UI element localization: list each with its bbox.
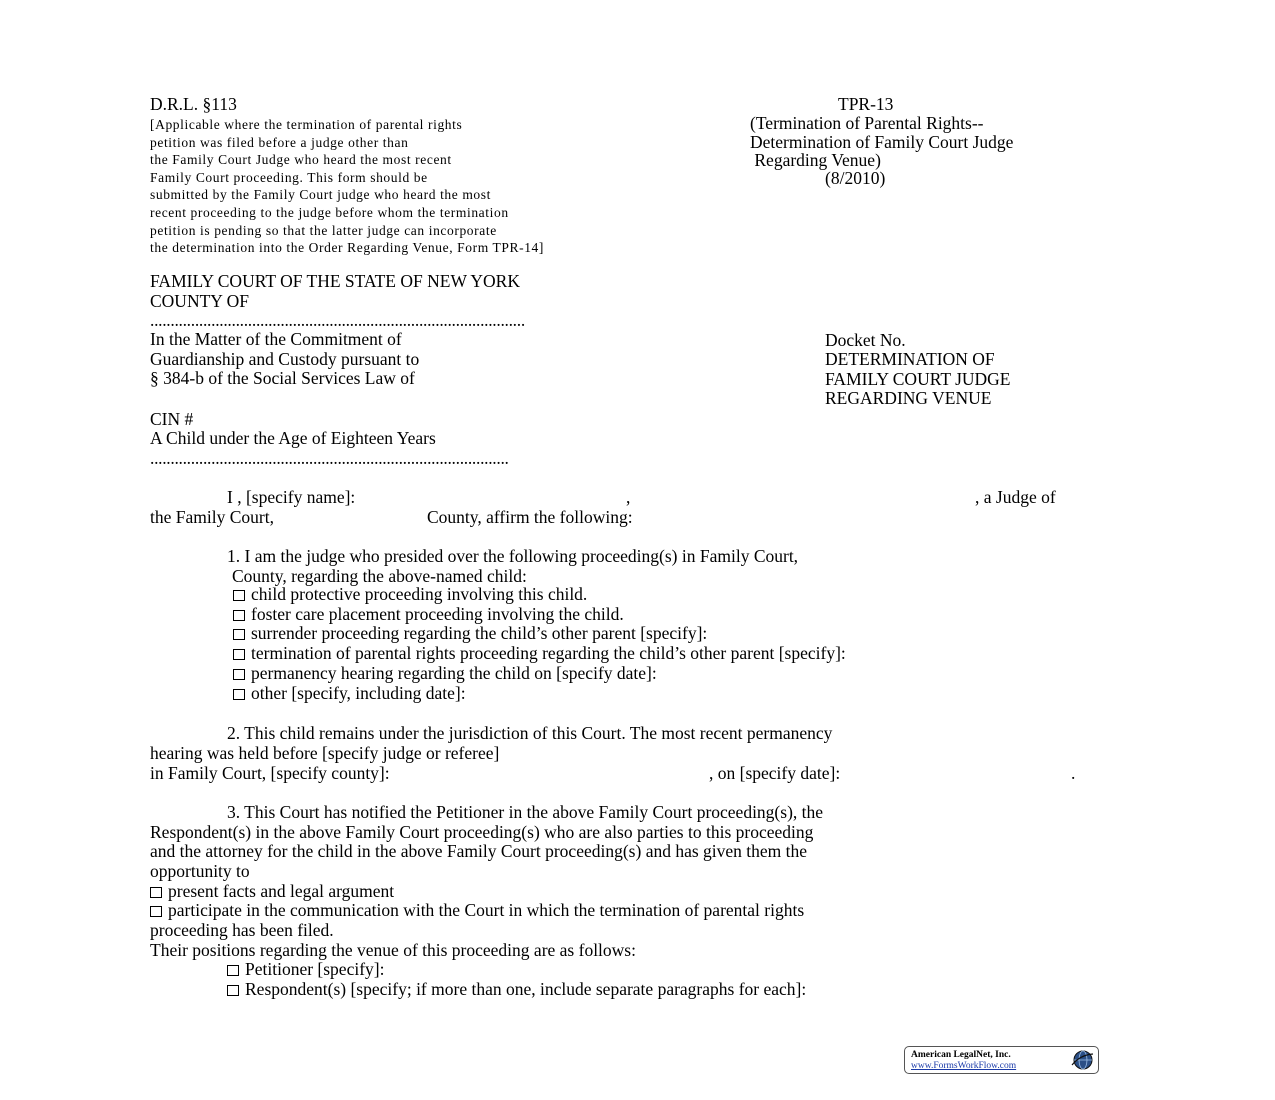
option-participate[interactable]: participate in the communication with the Court in which the termination of parental rights bbox=[150, 900, 804, 920]
proceeding-options bbox=[233, 585, 846, 703]
checkbox[interactable] bbox=[227, 965, 239, 976]
child-line: A Child under the Age of Eighteen Years bbox=[150, 428, 436, 448]
note-line: Family Court proceeding. This form should be bbox=[150, 169, 428, 185]
note-line: the determination into the Order Regarding Venue, Form TPR-14] bbox=[150, 240, 545, 256]
list-item[interactable]: permanency hearing regarding the child on [specify date]: bbox=[233, 664, 846, 684]
caption-divider: ............................................................................................ bbox=[150, 310, 525, 330]
caption-divider: ........................................................................................ bbox=[150, 448, 509, 468]
positions-line: Their positions regarding the venue of this proceeding are as follows: bbox=[150, 940, 636, 960]
option-respondent[interactable]: Respondent(s) [specify; if more than one, include separate paragraphs for each]: bbox=[227, 979, 806, 999]
para3-line2: Respondent(s) in the above Family Court proceeding(s) who are also parties to this proceeding bbox=[150, 822, 814, 842]
para3-line1: 3. This Court has notified the Petitioner in the above Family Court proceeding(s), the bbox=[227, 802, 824, 822]
intro-family-court: the Family Court, bbox=[150, 507, 274, 527]
checkbox[interactable] bbox=[233, 629, 245, 640]
form-id: TPR-13 bbox=[838, 94, 894, 114]
american-legalnet-logo[interactable] bbox=[904, 1046, 1099, 1074]
court-name: FAMILY COURT OF THE STATE OF NEW YORK bbox=[150, 271, 520, 291]
list-item[interactable]: termination of parental rights proceeding regarding the child’s other parent [specify]: bbox=[233, 644, 846, 664]
checkbox[interactable] bbox=[150, 906, 162, 917]
para3-line4: opportunity to bbox=[150, 861, 250, 881]
form-date: (8/2010) bbox=[825, 168, 886, 188]
docket-label: Docket No. bbox=[825, 330, 906, 350]
list-item[interactable]: foster care placement proceeding involving the child. bbox=[233, 605, 846, 625]
option-participate-cont: proceeding has been filed. bbox=[150, 920, 334, 940]
globe-icon bbox=[1070, 1049, 1094, 1071]
para3-line3: and the attorney for the child in the above Family Court proceeding(s) and has given them the bbox=[150, 841, 808, 861]
form-title-line: Determination of Family Court Judge bbox=[750, 131, 1014, 152]
checkbox[interactable] bbox=[150, 887, 162, 898]
list-item[interactable]: surrender proceeding regarding the child’s other parent [specify]: bbox=[233, 624, 846, 644]
intro-county-affirm: County, affirm the following: bbox=[427, 507, 633, 527]
para1-lead: 1. I am the judge who presided over the following proceeding(s) in Family Court, bbox=[227, 546, 799, 566]
intro-name-label: I , [specify name]: bbox=[227, 487, 356, 507]
option-petitioner[interactable]: Petitioner [specify]: bbox=[227, 959, 384, 979]
checkbox[interactable] bbox=[233, 649, 245, 660]
note-line: [Applicable where the termination of parental rights bbox=[150, 117, 463, 132]
applicability-note bbox=[150, 116, 544, 257]
cin-label: CIN # bbox=[150, 409, 194, 429]
document-title-line: DETERMINATION OF bbox=[825, 349, 995, 369]
para2-line2: hearing was held before [specify judge or referee] bbox=[150, 743, 500, 763]
logo-name: American LegalNet, Inc. bbox=[911, 1050, 1011, 1060]
checkbox[interactable] bbox=[233, 689, 245, 700]
option-present-facts[interactable]: present facts and legal argument bbox=[150, 881, 394, 901]
note-line: recent proceeding to the judge before whom the termination bbox=[150, 204, 509, 220]
checkbox[interactable] bbox=[233, 590, 245, 601]
list-item[interactable]: child protective proceeding involving this child. bbox=[233, 585, 846, 605]
para2-period: . bbox=[1071, 763, 1076, 783]
intro-comma: , bbox=[626, 487, 631, 507]
document-title-line: FAMILY COURT JUDGE bbox=[825, 368, 1011, 389]
form-title bbox=[750, 114, 1013, 170]
para2-date-label: , on [specify date]: bbox=[709, 763, 841, 783]
form-title-line: Regarding Venue) bbox=[750, 150, 881, 170]
checkbox[interactable] bbox=[233, 610, 245, 621]
note-line: the Family Court Judge who heard the most recent bbox=[150, 152, 452, 168]
document-title bbox=[825, 350, 1011, 409]
note-line: petition is pending so that the latter judge can incorporate bbox=[150, 222, 497, 238]
county-label: COUNTY OF bbox=[150, 291, 250, 311]
note-line: submitted by the Family Court judge who heard the most bbox=[150, 187, 491, 203]
matter-line: In the Matter of the Commitment of bbox=[150, 329, 402, 349]
matter-line: Guardianship and Custody pursuant to bbox=[150, 348, 420, 369]
note-line: petition was filed before a judge other than bbox=[150, 134, 409, 150]
document-title-line: REGARDING VENUE bbox=[825, 388, 992, 409]
logo-url[interactable]: www.FormsWorkFlow.com bbox=[911, 1061, 1017, 1071]
matter-caption bbox=[150, 330, 419, 389]
statute-citation: D.R.L. §113 bbox=[150, 94, 237, 114]
matter-line: § 384-b of the Social Services Law of bbox=[150, 368, 415, 389]
para2-county-label: in Family Court, [specify county]: bbox=[150, 763, 390, 783]
checkbox[interactable] bbox=[233, 669, 245, 680]
intro-judge-of: , a Judge of bbox=[975, 487, 1056, 507]
para1-lead2: County, regarding the above-named child: bbox=[232, 566, 527, 586]
checkbox[interactable] bbox=[227, 985, 239, 996]
list-item[interactable]: other [specify, including date]: bbox=[233, 684, 846, 704]
form-title-line: (Termination of Parental Rights-- bbox=[750, 113, 984, 133]
para2-line1: 2. This child remains under the jurisdiction of this Court. The most recent permanency bbox=[227, 723, 833, 743]
